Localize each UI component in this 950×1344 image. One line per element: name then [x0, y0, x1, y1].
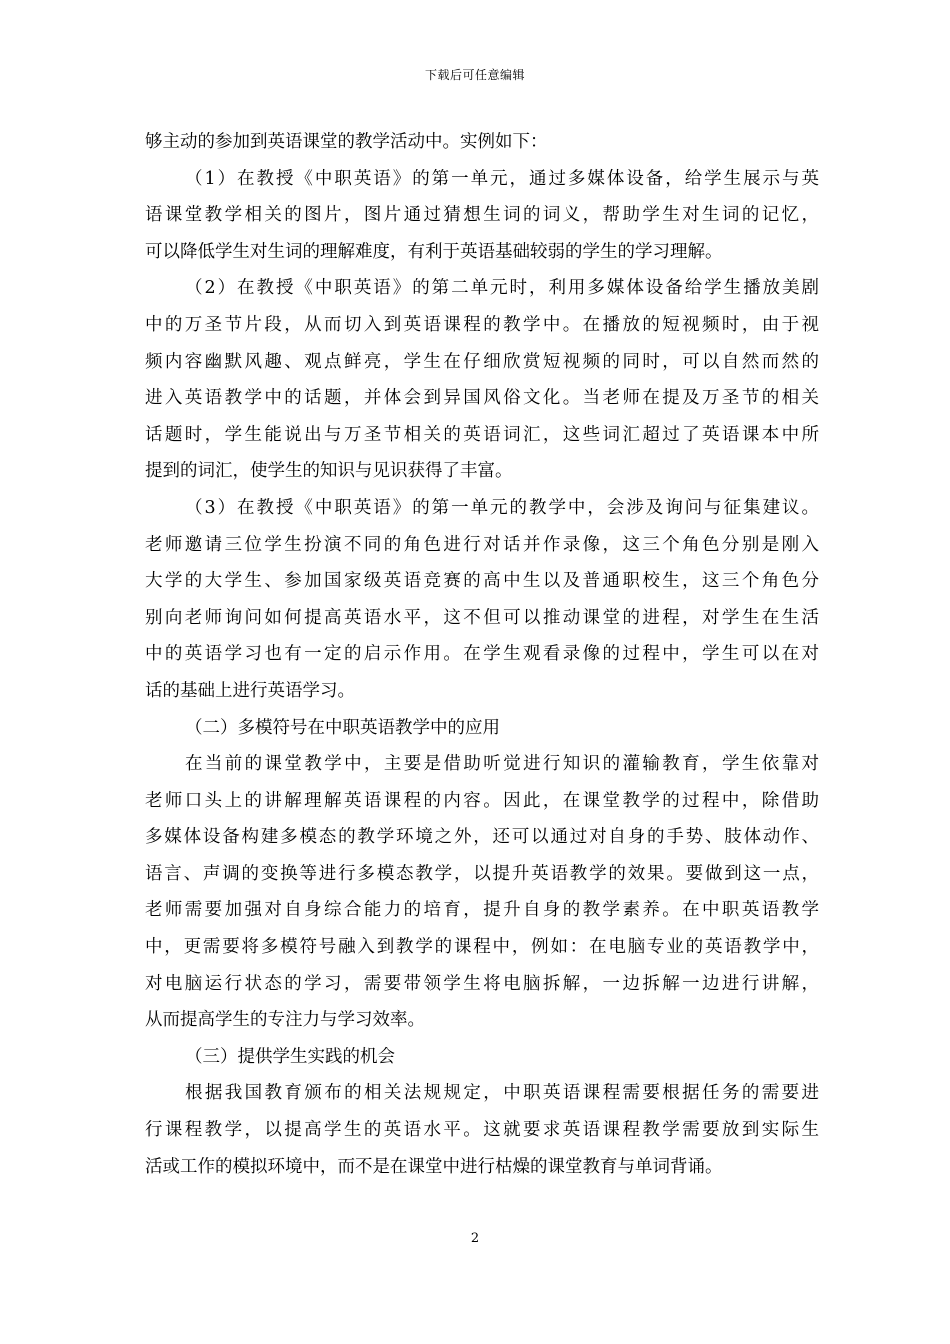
text-line: （二）多模符号在中职英语教学中的应用 [185, 717, 500, 738]
text-line: 话的基础上进行英语学习。 [145, 680, 355, 701]
text-line: 多媒体设备构建多模态的教学环境之外，还可以通过对自身的手势、肢体动作、 [145, 827, 819, 848]
text-line: 老师需要加强对自身综合能力的培育，提升自身的教学素养。在中职英语教学 [145, 900, 819, 921]
text-line: 行课程教学，以提高学生的英语水平。这就要求英语课程教学需要放到实际生 [145, 1120, 819, 1141]
text-line: （3）在教授《中职英语》的第一单元的教学中，会涉及询问与征集建议。 [185, 497, 819, 518]
text-line: 够主动的参加到英语课堂的教学活动中。实例如下： [145, 132, 548, 152]
text-line: 对电脑运行状态的学习，需要带领学生将电脑拆解，一边拆解一边进行讲解， [145, 973, 819, 994]
document-body [145, 124, 819, 1185]
text-line: 话题时，学生能说出与万圣节相关的英语词汇，这些词汇超过了英语课本中所 [145, 424, 819, 445]
text-line: （三）提供学生实践的机会 [185, 1046, 395, 1067]
text-line: 根据我国教育颁布的相关法规规定，中职英语课程需要根据任务的需要进 [185, 1083, 819, 1104]
text-line: 语言、声调的变换等进行多模态教学，以提升英语教学的效果。要做到这一点， [145, 863, 819, 884]
text-line: 在当前的课堂教学中，主要是借助听觉进行知识的灌输教育，学生依靠对 [185, 754, 819, 775]
text-line: 进入英语教学中的话题，并体会到异国风俗文化。当老师在提及万圣节的相关 [145, 388, 819, 409]
text-line: 频内容幽默风趣、观点鲜亮，学生在仔细欣赏短视频的同时，可以自然而然的 [145, 351, 819, 372]
text-line: 可以降低学生对生词的理解难度，有利于英语基础较弱的学生的学习理解。 [145, 241, 723, 262]
page-number: 2 [470, 1231, 480, 1246]
text-line: 大学的大学生、参加国家级英语竞赛的高中生以及普通职校生，这三个角色分 [145, 571, 819, 592]
page-header: 下载后可任意编辑 [424, 68, 525, 82]
text-line: 老师口头上的讲解理解英语课程的内容。因此，在课堂教学的过程中，除借助 [145, 790, 819, 811]
text-line: 中的万圣节片段，从而切入到英语课程的教学中。在播放的短视频时，由于视 [145, 314, 819, 335]
text-line: 提到的词汇，使学生的知识与见识获得了丰富。 [145, 461, 513, 482]
text-line: （1）在教授《中职英语》的第一单元，通过多媒体设备，给学生展示与英 [185, 168, 819, 189]
text-line: 老师邀请三位学生扮演不同的角色进行对话并作录像，这三个角色分别是刚入 [145, 534, 819, 555]
text-line: 中的英语学习也有一定的启示作用。在学生观看录像的过程中，学生可以在对 [145, 644, 819, 665]
text-line: 语课堂教学相关的图片，图片通过猜想生词的词义，帮助学生对生词的记忆， [145, 205, 819, 226]
text-line: 中，更需要将多模符号融入到教学的课程中，例如：在电脑专业的英语教学中， [145, 937, 819, 958]
text-line: 活或工作的模拟环境中，而不是在课堂中进行枯燥的课堂教育与单词背诵。 [145, 1156, 723, 1177]
text-line: 从而提高学生的专注力与学习效率。 [145, 1010, 425, 1031]
text-line: 别向老师询问如何提高英语水平，这不但可以推动课堂的进程，对学生在生活 [145, 607, 819, 628]
text-line: （2）在教授《中职英语》的第二单元时，利用多媒体设备给学生播放美剧 [185, 278, 819, 299]
